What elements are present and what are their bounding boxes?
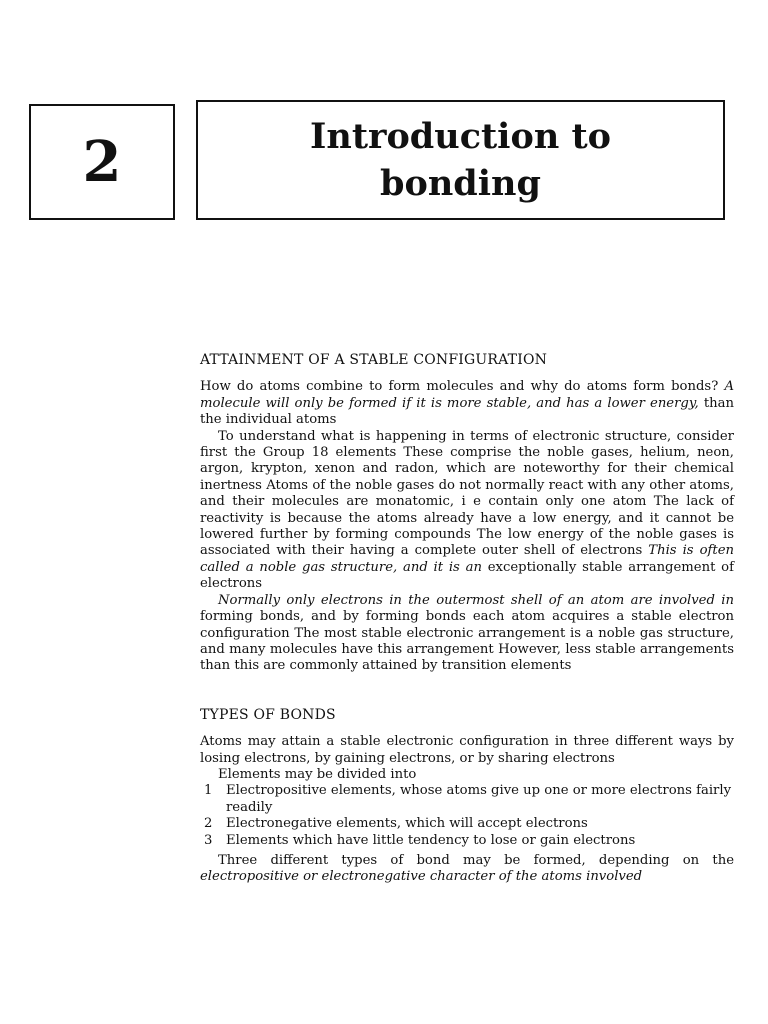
page-body bbox=[200, 352, 734, 886]
chapter-number: 2 bbox=[82, 129, 122, 195]
paragraph-divided-into: Elements may be divided into bbox=[218, 766, 417, 782]
paragraph-bond-types-text: Three different types of bond may be formed, depending on the bbox=[218, 852, 734, 868]
paragraph-intro bbox=[200, 379, 734, 428]
chapter-title-line-1: Introduction to bbox=[310, 116, 611, 157]
list-item-text: Electropositive elements, whose atoms give up one or more electrons fairly readily bbox=[226, 783, 732, 815]
list-item-text: Elements which have little tendency to lose or gain electrons bbox=[226, 832, 636, 848]
list-item bbox=[200, 783, 734, 816]
list-item-number: 2 bbox=[204, 816, 213, 832]
element-types-list bbox=[200, 783, 734, 849]
section-heading-stable-configuration: ATTAINMENT OF A STABLE CONFIGURATION bbox=[200, 352, 548, 368]
paragraph-intro-end: than the individual atoms bbox=[200, 395, 734, 428]
paragraph-three-ways: Atoms may attain a stable electronic configuration in three different ways by losing electrons, by gaining electrons, or by sharing electrons bbox=[200, 734, 734, 766]
paragraph-intro-text: How do atoms combine to form molecules and why do atoms form bonds? bbox=[200, 379, 725, 395]
paragraph-intro-italic: A molecule will only be formed if it is more stable, and has a lower energy, bbox=[200, 379, 734, 411]
chapter-number-box bbox=[29, 104, 175, 220]
paragraph-outer-electrons-text: forming bonds, and by forming bonds each atom acquires a stable electron configuration The most stable electronic arrangement is a noble gas structure, and many molecules have this arrangement However, less stable arrangements than this are commonly attained by transition elements bbox=[200, 609, 734, 674]
paragraph-outer-electrons-italic: Normally only electrons in the outermost shell of an atom are involved in bbox=[218, 592, 734, 608]
list-item-number: 1 bbox=[204, 783, 213, 799]
list-item-number: 3 bbox=[204, 832, 213, 848]
paragraph-outer-electrons bbox=[200, 593, 734, 675]
paragraph-noble-gases-italic: This is often called a noble gas structure, and it is an bbox=[200, 543, 734, 575]
paragraph-noble-gases-end: exceptionally stable arrangement of electrons bbox=[200, 559, 735, 592]
list-item bbox=[200, 833, 734, 849]
paragraph-bond-types bbox=[200, 853, 734, 886]
section-heading-types-of-bonds: TYPES OF BONDS bbox=[200, 706, 336, 723]
paragraph-noble-gases-text: To understand what is happening in terms of electronic structure, consider first the Group 18 elements These comprise the noble gases, helium, neon, argon, krypton, xenon and radon, which are noteworthy for their chemical inertness Atoms of the noble gases do not normally react with any other atoms, and their molecules are monatomic, i e contain only one atom The lack of reactivity is because the atoms already have a low energy, and it cannot be lowered further by forming compounds The low energy of the noble gases is associated with their having a complete outer shell of electrons bbox=[200, 428, 734, 559]
paragraph-noble-gases bbox=[200, 429, 734, 593]
chapter-title-line-2: bonding bbox=[380, 163, 541, 204]
paragraph-bond-types-italic: electropositive or electronegative character of the atoms involved bbox=[200, 869, 643, 885]
list-item bbox=[200, 816, 734, 832]
chapter-title-box bbox=[196, 100, 725, 220]
list-item-text: Electronegative elements, which will accept electrons bbox=[226, 816, 588, 832]
